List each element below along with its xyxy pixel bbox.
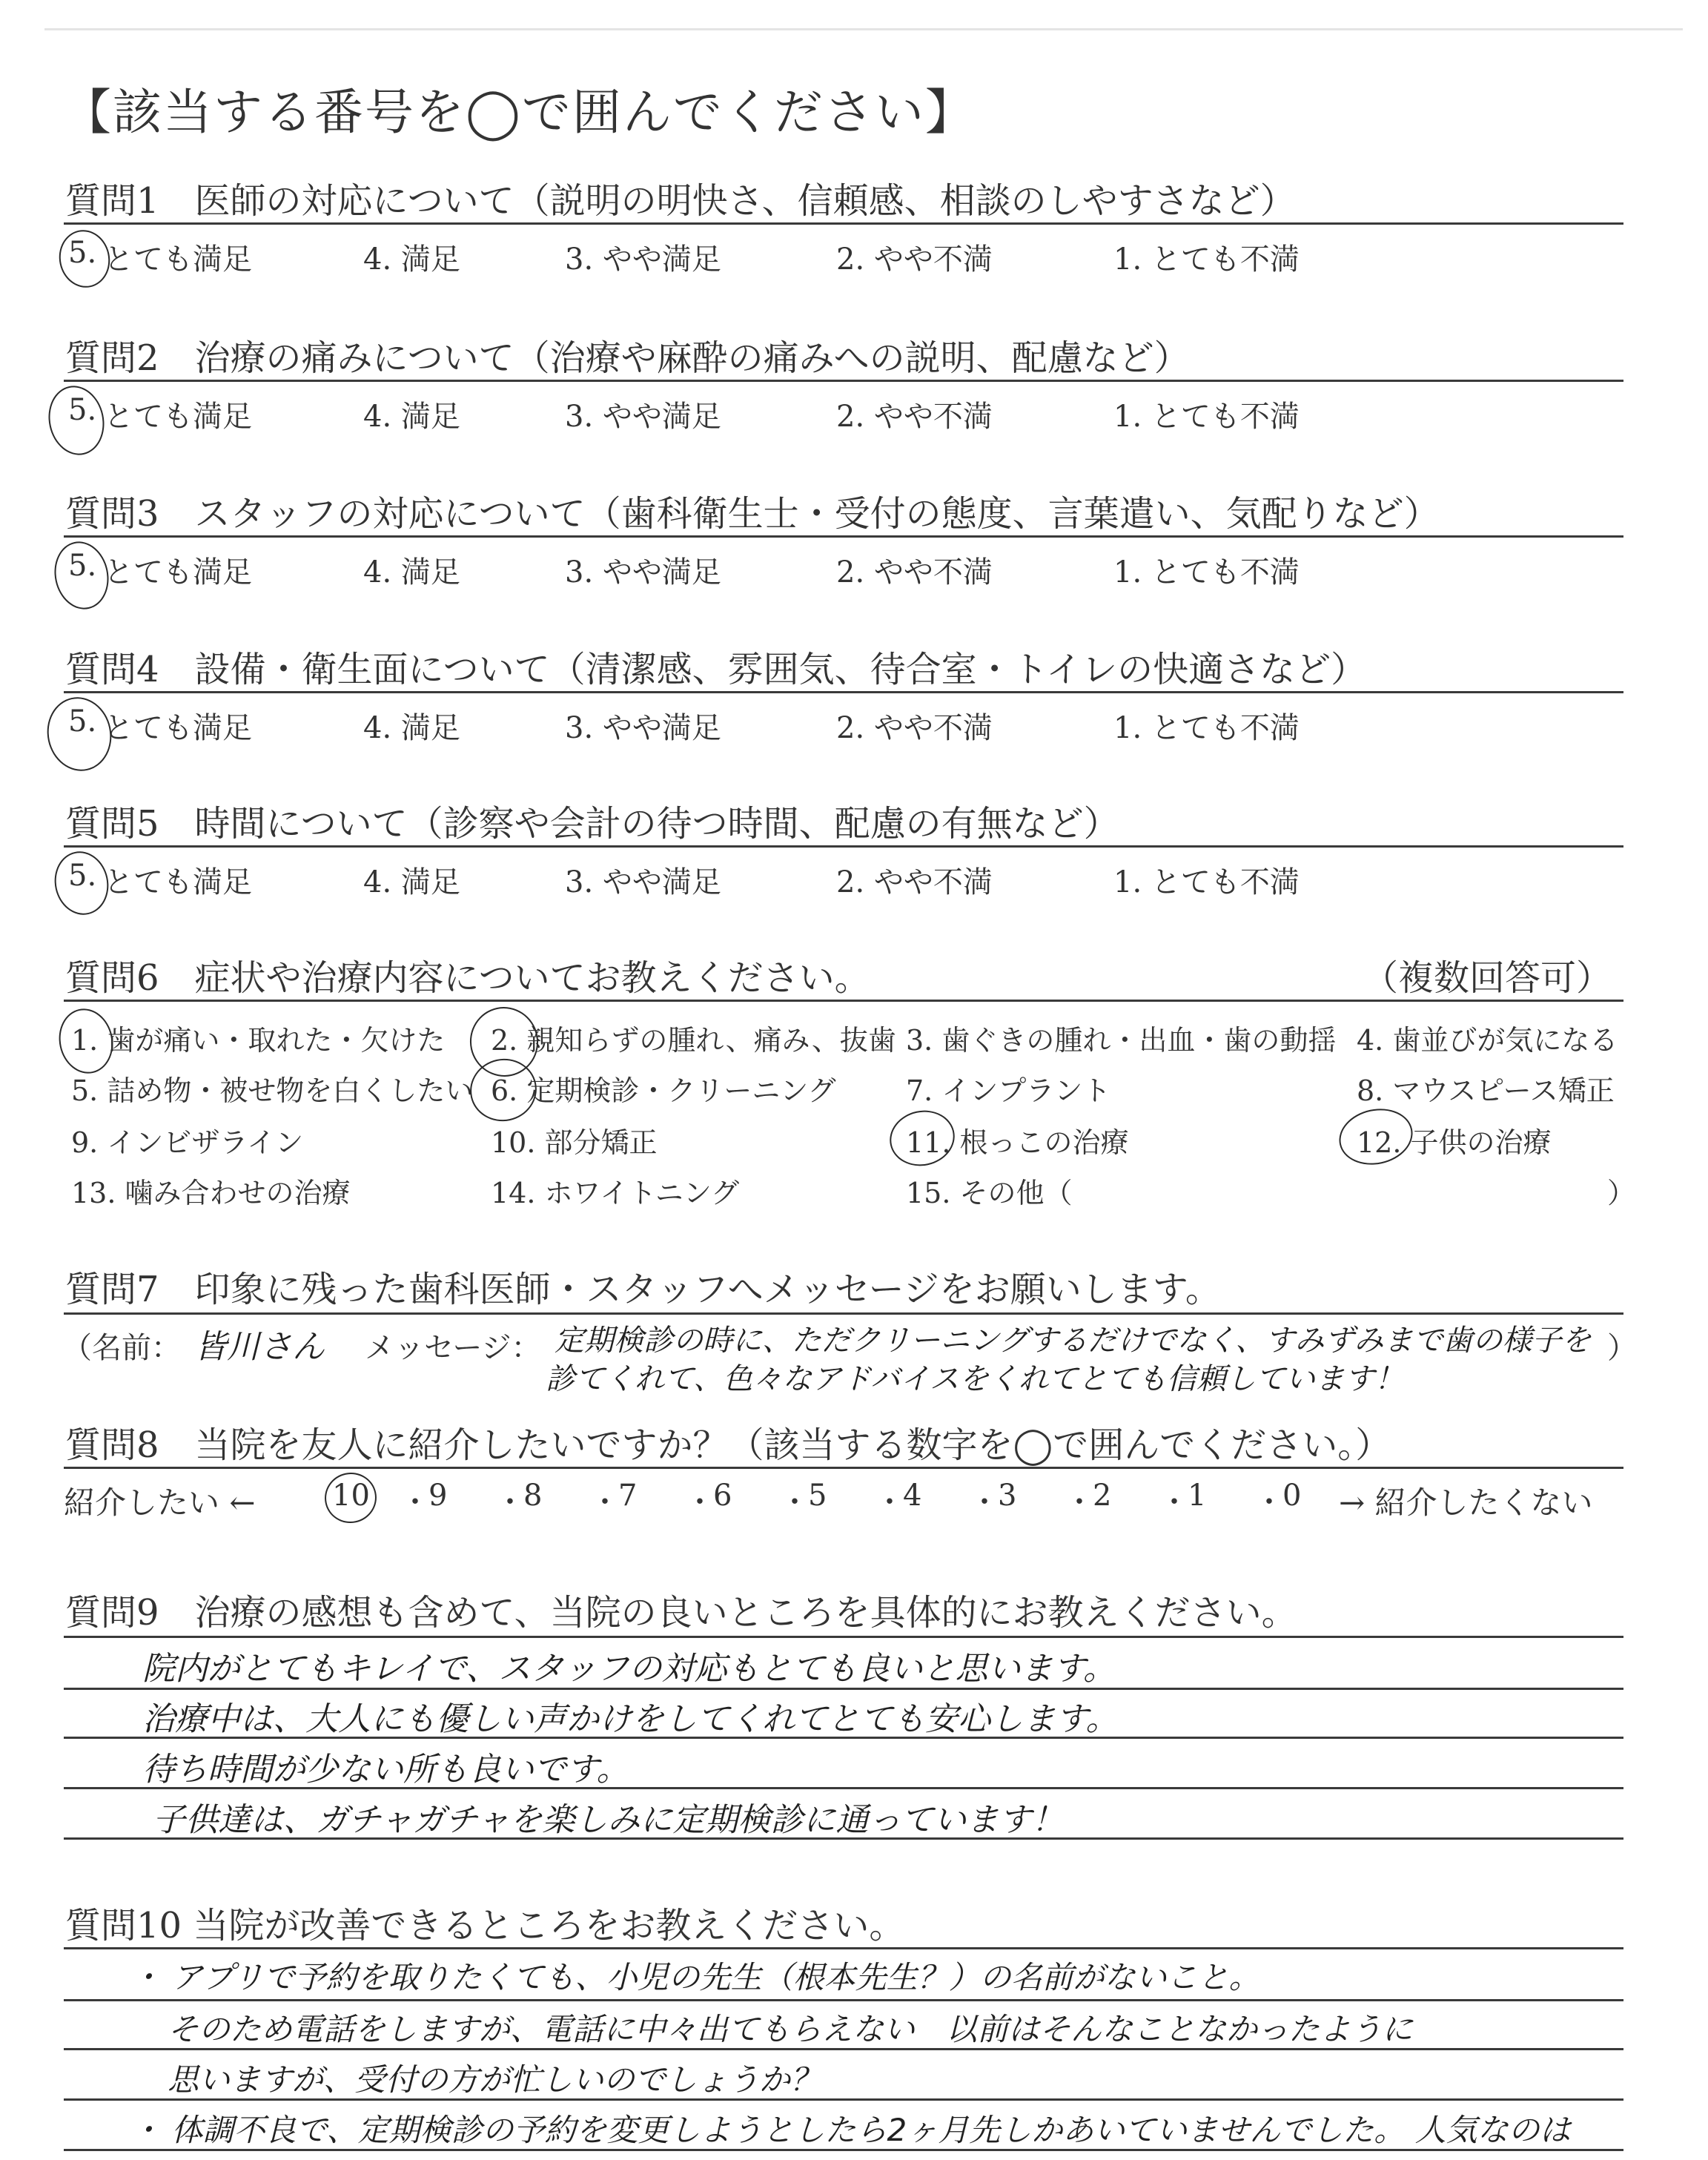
q9-answer-line-1[interactable]: 院内がとてもキレイで、スタッフの対応もとても良いと思います。	[142, 1650, 1116, 1688]
q8-score-4[interactable]: 4	[903, 1479, 922, 1513]
q8-answer-circle	[320, 1467, 382, 1527]
q8-dot-4: ・	[685, 1485, 715, 1519]
q1-option-4[interactable]: 4. 満足	[363, 242, 460, 277]
q7-message-line-1[interactable]: 定期検診の時に、ただクリーニングするだけでなく、すみずみまで歯の様子を	[555, 1324, 1592, 1358]
q6-option-13[interactable]: 13. 噛み合わせの治療	[71, 1177, 351, 1209]
q2-option-5-number[interactable]: 5.	[68, 393, 97, 427]
q6-option-11[interactable]: 11. 根っこの治療	[906, 1126, 1129, 1159]
question-1-rule	[64, 222, 1623, 225]
q6-answer-circle-12	[1334, 1102, 1417, 1171]
q4-option-4[interactable]: 4. 満足	[363, 711, 460, 745]
q10-answer-line-3[interactable]: 思いますが、受付の方が忙しいのでしょうか？	[168, 2061, 822, 2098]
q8-score-3[interactable]: 3	[998, 1479, 1017, 1513]
page-heading: 【該当する番号を◯で囲んでください】	[62, 84, 976, 141]
q3-option-1[interactable]: 1. とても不満	[1113, 555, 1300, 589]
q7-message-line-2[interactable]: 診てくれて、色々なアドバイスをくれてとても信頼しています！	[546, 1362, 1404, 1396]
q6-option-4[interactable]: 4. 歯並びが気になる	[1357, 1024, 1618, 1057]
q8-dot-10: ・	[1254, 1485, 1284, 1519]
q6-option-5[interactable]: 5. 詰め物・被せ物を白くしたい	[71, 1074, 474, 1107]
question-8-rule	[64, 1467, 1623, 1469]
q8-right-label: → 紹介したくない	[1339, 1484, 1593, 1521]
q3-option-3[interactable]: 3. やや満足	[565, 555, 721, 589]
q7-name-handwritten[interactable]: 皆川さん	[194, 1328, 325, 1366]
question-7-rule	[64, 1312, 1623, 1315]
question-9-title: 質問9 治療の感想も含めて、当院の良いところを具体的にお教えください。	[65, 1592, 1297, 1634]
q8-score-8[interactable]: 8	[523, 1479, 543, 1513]
question-2-title: 質問2 治療の痛みについて（治療や麻酔の痛みへの説明、配慮など）	[65, 337, 1190, 379]
q5-option-4[interactable]: 4. 満足	[363, 865, 460, 899]
q4-option-5-number[interactable]: 5.	[68, 704, 97, 739]
q8-score-6[interactable]: 6	[713, 1479, 732, 1513]
q9-answer-line-2[interactable]: 治療中は、大人にも優しい声かけをしてくれてとても安心します。	[142, 1700, 1119, 1738]
q8-left-label: 紹介したい ←	[64, 1484, 256, 1521]
question-5-title: 質問5 時間について（診察や会計の待つ時間、配慮の有無など）	[65, 803, 1119, 845]
q8-score-1[interactable]: 1	[1188, 1479, 1207, 1513]
question-3-title: 質問3 スタッフの対応について（歯科衛生士・受付の態度、言葉遣い、気配りなど）	[65, 493, 1440, 535]
q2-option-1[interactable]: 1. とても不満	[1113, 400, 1300, 434]
question-10-rule-1	[64, 1947, 1623, 1949]
q9-answer-line-3[interactable]: 待ち時間が少ない所も良いです。	[142, 1751, 629, 1789]
q3-option-2[interactable]: 2. やや不満	[836, 555, 993, 589]
q6-option-12[interactable]: 12. 子供の治療	[1357, 1126, 1552, 1159]
q1-option-1[interactable]: 1. とても不満	[1113, 242, 1300, 277]
q6-option-15[interactable]: 15. その他（	[906, 1177, 1073, 1209]
question-9-rule-1	[64, 1636, 1623, 1638]
q8-score-5[interactable]: 5	[808, 1479, 827, 1513]
q10-answer-line-4[interactable]: ・ 体調不良で、定期検診の予約を変更しようとしたら2ヶ月先しかあいていませんでした。 人気なのは	[130, 2112, 1571, 2148]
q6-option-1[interactable]: 1. 歯が痛い・取れた・欠けた	[71, 1024, 446, 1057]
question-10-title: 質問10 当院が改善できるところをお教えください。	[65, 1905, 905, 1946]
q6-answer-circle-11	[884, 1105, 959, 1172]
q5-option-5-label[interactable]: とても満足	[104, 865, 252, 899]
q3-option-4[interactable]: 4. 満足	[363, 555, 460, 589]
q8-dot-6: ・	[875, 1485, 904, 1519]
q5-option-3[interactable]: 3. やや満足	[565, 865, 721, 899]
q2-option-4[interactable]: 4. 満足	[363, 400, 460, 434]
q6-option-2[interactable]: 2. 親知らずの腫れ、痛み、抜歯	[491, 1024, 896, 1057]
question-5-rule	[64, 845, 1623, 848]
q4-option-5-label[interactable]: とても満足	[104, 711, 252, 745]
q6-option-15-close: ）	[1607, 1177, 1636, 1209]
q8-dot-3: ・	[590, 1485, 620, 1519]
q8-dot-9: ・	[1159, 1485, 1189, 1519]
q8-score-9[interactable]: 9	[428, 1479, 448, 1513]
q6-option-14[interactable]: 14. ホワイトニング	[491, 1177, 740, 1209]
q8-dot-5: ・	[780, 1485, 810, 1519]
q6-option-8[interactable]: 8. マウスピース矯正	[1357, 1074, 1615, 1107]
question-3-rule	[64, 535, 1623, 538]
q9-answer-line-4[interactable]: 子供達は、ガチャガチャを楽しみに定期検診に通っています！	[153, 1801, 1065, 1839]
q4-option-3[interactable]: 3. やや満足	[565, 711, 721, 745]
q8-score-10[interactable]: 10	[332, 1479, 370, 1513]
question-4-title: 質問4 設備・衛生面について（清潔感、雰囲気、待合室・トイレの快適さなど）	[65, 649, 1367, 690]
q5-option-5-number[interactable]: 5.	[68, 859, 97, 893]
q5-option-1[interactable]: 1. とても不満	[1113, 865, 1300, 899]
q1-option-3[interactable]: 3. やや満足	[565, 242, 721, 277]
question-2-rule	[64, 380, 1623, 382]
q7-message-label: メッセージ：	[365, 1331, 541, 1365]
q3-option-5-label[interactable]: とても満足	[104, 555, 252, 589]
q4-option-2[interactable]: 2. やや不満	[836, 711, 993, 745]
q2-option-2[interactable]: 2. やや不満	[836, 400, 993, 434]
q6-option-10[interactable]: 10. 部分矯正	[491, 1126, 658, 1159]
question-6-title: 質問6 症状や治療内容についてお教えください。	[65, 957, 870, 999]
q5-option-2[interactable]: 2. やや不満	[836, 865, 993, 899]
q2-answer-circle	[42, 380, 110, 460]
q1-option-2[interactable]: 2. やや不満	[836, 242, 993, 277]
q8-dot-2: ・	[495, 1485, 525, 1519]
q1-option-5-number[interactable]: 5.	[68, 236, 97, 270]
q6-option-6[interactable]: 6. 定期検診・クリーニング	[491, 1074, 836, 1107]
q10-answer-line-1[interactable]: ・ アプリで予約を取りたくても、小児の先生（根本先生？）の名前がないこと。	[130, 1959, 1260, 1995]
q6-option-9[interactable]: 9. インビザライン	[71, 1126, 304, 1159]
q7-close-paren: ）	[1607, 1331, 1637, 1365]
question-1-title: 質問1 医師の対応について（説明の明快さ、信頼感、相談のしやすさなど）	[65, 180, 1296, 222]
q6-option-7[interactable]: 7. インプラント	[906, 1074, 1111, 1107]
q8-dot-1: ・	[400, 1485, 430, 1519]
q8-dot-7: ・	[970, 1485, 999, 1519]
q8-dot-8: ・	[1065, 1485, 1094, 1519]
q10-answer-line-2[interactable]: そのため電話をしますが、電話に中々出てもらえない 以前はそんなことなかったように	[168, 2011, 1414, 2047]
q1-option-5-label[interactable]: とても満足	[104, 242, 252, 277]
question-6-note: （複数回答可）	[1363, 957, 1612, 999]
q8-score-2[interactable]: 2	[1093, 1479, 1112, 1513]
q3-option-5-number[interactable]: 5.	[68, 549, 97, 583]
question-6-rule	[64, 1000, 1623, 1002]
q7-name-label: （名前：	[62, 1331, 181, 1365]
q2-option-3[interactable]: 3. やや満足	[565, 400, 721, 434]
q8-score-7[interactable]: 7	[618, 1479, 638, 1513]
page-top-edge	[44, 28, 1683, 30]
q4-option-1[interactable]: 1. とても不満	[1113, 711, 1300, 745]
q6-option-3[interactable]: 3. 歯ぐきの腫れ・出血・歯の動揺	[906, 1024, 1337, 1057]
q8-score-0[interactable]: 0	[1282, 1479, 1302, 1513]
question-7-title: 質問7 印象に残った歯科医師・スタッフへメッセージをお願いします。	[65, 1269, 1221, 1310]
q2-option-5-label[interactable]: とても満足	[104, 400, 252, 434]
question-4-rule	[64, 691, 1623, 693]
q5-answer-circle	[49, 846, 114, 919]
question-10-rule-2	[64, 1999, 1623, 2001]
question-8-title: 質問8 当院を友人に紹介したいですか？（該当する数字を◯で囲んでください。）	[65, 1424, 1391, 1466]
